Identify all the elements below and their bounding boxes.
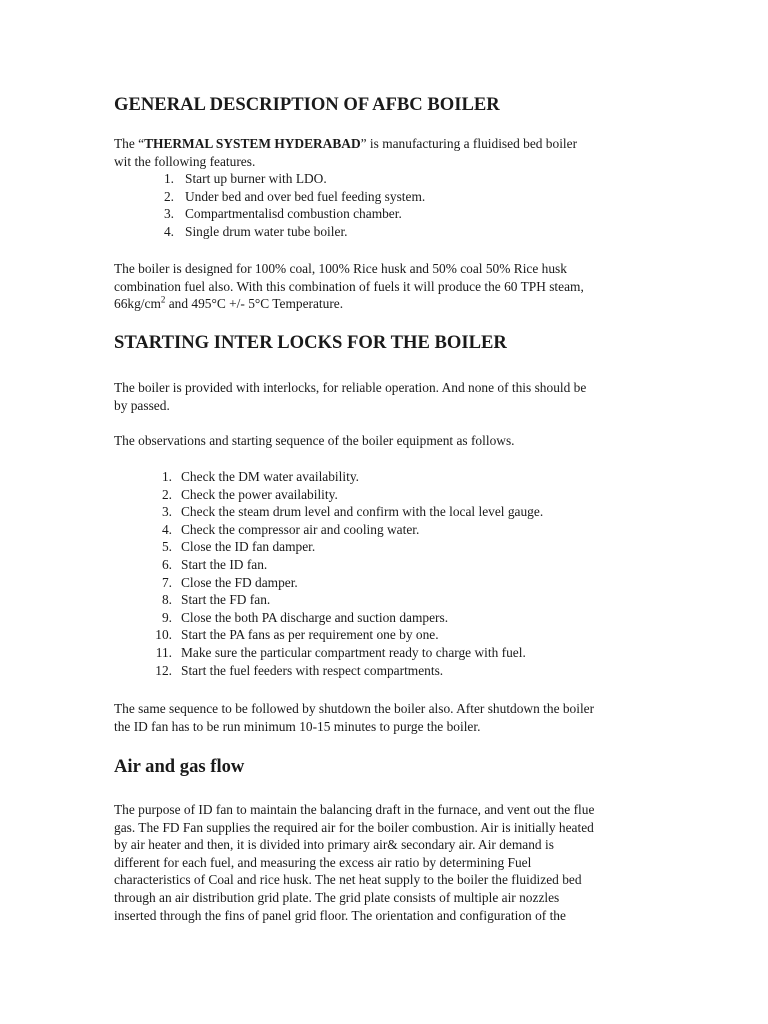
design-paragraph xyxy=(114,260,674,313)
list-item-text: Check the power availability. xyxy=(181,486,338,502)
heading-starting-interlocks: STARTING INTER LOCKS FOR THE BOILER xyxy=(114,332,507,353)
list-item-number: 2. xyxy=(161,486,172,502)
intro-paragraph xyxy=(114,135,674,170)
intro-line-2: wit the following features. xyxy=(114,153,256,169)
airflow-line: The purpose of ID fan to maintain the balancing draft in the furnace, and vent out the flue xyxy=(114,802,595,817)
list-item-text: Check the steam drum level and confirm with the local level gauge. xyxy=(181,504,544,520)
list-item-text: Start the fuel feeders with respect compartments. xyxy=(181,662,444,678)
shutdown-line-1: The same sequence to be followed by shutdown the boiler also. After shutdown the boiler xyxy=(114,701,595,716)
list-item-number: 7. xyxy=(161,574,172,590)
list-item xyxy=(114,556,674,574)
list-item xyxy=(114,609,674,627)
interlocks-line-2: by passed. xyxy=(114,397,170,413)
airflow-line: gas. The FD Fan supplies the required air for the boiler combustion. Air is initially heated xyxy=(114,819,594,835)
list-item-number: 1. xyxy=(161,469,172,484)
list-item xyxy=(114,468,674,486)
observations-line: The observations and starting sequence of the boiler equipment as follows. xyxy=(114,433,515,448)
design-pressure: 66kg/cm xyxy=(114,296,161,312)
airflow-paragraph xyxy=(114,801,674,924)
airflow-line: different for each fuel, and measuring the excess air ratio by determining Fuel xyxy=(114,854,532,870)
intro-prefix: The “ xyxy=(114,136,145,151)
list-item-number: 1. xyxy=(163,171,174,186)
list-item xyxy=(114,188,674,206)
list-item-number: 3. xyxy=(161,504,172,520)
list-item-text: Start the ID fan. xyxy=(181,556,268,572)
list-item xyxy=(114,223,674,241)
list-item-text: Start the PA fans as per requirement one by one. xyxy=(181,627,439,643)
airflow-line: by air heater and then, it is divided into primary air& secondary air. Air demand is xyxy=(114,837,554,853)
list-item-number: 8. xyxy=(161,592,172,608)
design-superscript: 2 xyxy=(160,294,166,305)
shutdown-paragraph xyxy=(114,700,674,735)
list-item xyxy=(114,521,674,539)
list-item-text: Start up burner with LDO. xyxy=(185,171,327,186)
design-line-2: combination fuel also. With this combination of fuels it will produce the 60 TPH steam, xyxy=(114,278,584,294)
list-item-text: Compartmentalisd combustion chamber. xyxy=(185,206,402,222)
intro-line-1 xyxy=(114,135,674,153)
interlocks-paragraph xyxy=(114,379,674,414)
list-item-text: Check the DM water availability. xyxy=(181,469,359,484)
list-item-number: 4. xyxy=(161,521,172,537)
design-temperature: and 495°C +/- 5°C Temperature. xyxy=(165,296,344,312)
list-item xyxy=(114,591,674,609)
shutdown-line-2: the ID fan has to be run minimum 10-15 minutes to purge the boiler. xyxy=(114,718,481,734)
list-item-text: Close the both PA discharge and suction dampers. xyxy=(181,609,449,625)
list-item xyxy=(114,626,674,644)
list-item-text: Single drum water tube boiler. xyxy=(185,223,348,239)
heading-air-gas-flow: Air and gas flow xyxy=(114,756,245,777)
heading-general-description: GENERAL DESCRIPTION OF AFBC BOILER xyxy=(114,94,500,115)
list-item xyxy=(114,170,674,188)
list-item xyxy=(114,644,674,662)
list-item-text: Close the FD damper. xyxy=(181,574,298,590)
list-item-text: Close the ID fan damper. xyxy=(181,539,316,555)
list-item xyxy=(114,662,674,680)
intro-suffix: ” is manufacturing a fluidised bed boiler xyxy=(360,136,578,151)
design-line-1: The boiler is designed for 100% coal, 100% Rice husk and 50% coal 50% Rice husk xyxy=(114,261,567,276)
list-item-number: 6. xyxy=(161,556,172,572)
list-item-text: Under bed and over bed fuel feeding system. xyxy=(185,188,426,204)
list-item-text: Check the compressor air and cooling water. xyxy=(181,521,420,537)
airflow-line: through an air distribution grid plate. The grid plate consists of multiple air nozzles xyxy=(114,889,560,905)
list-item xyxy=(114,574,674,592)
list-item xyxy=(114,538,674,556)
list-item-number: 11. xyxy=(155,644,172,660)
list-item-number: 10. xyxy=(155,627,172,643)
list-item-text: Make sure the particular compartment ready to charge with fuel. xyxy=(181,644,526,660)
starting-sequence-list xyxy=(114,468,674,679)
airflow-line: characteristics of Coal and rice husk. The net heat supply to the boiler the fluidized bed xyxy=(114,872,582,888)
list-item-number: 9. xyxy=(161,609,172,625)
list-item-text: Start the FD fan. xyxy=(181,592,271,608)
airflow-line: inserted through the fins of panel grid floor. The orientation and configuration of the xyxy=(114,907,566,923)
list-item xyxy=(114,205,674,223)
list-item xyxy=(114,503,674,521)
list-item xyxy=(114,486,674,504)
list-item-number: 12. xyxy=(155,662,172,678)
list-item-number: 4. xyxy=(163,223,174,239)
company-name: THERMAL SYSTEM HYDERABAD xyxy=(144,136,361,151)
list-item-number: 2. xyxy=(163,188,174,204)
observations-paragraph xyxy=(114,432,674,450)
list-item-number: 3. xyxy=(163,206,174,222)
list-item-number: 5. xyxy=(161,539,172,555)
interlocks-line-1: The boiler is provided with interlocks, for reliable operation. And none of this should be xyxy=(114,380,587,395)
design-line-3 xyxy=(114,295,674,313)
features-list xyxy=(114,170,674,240)
